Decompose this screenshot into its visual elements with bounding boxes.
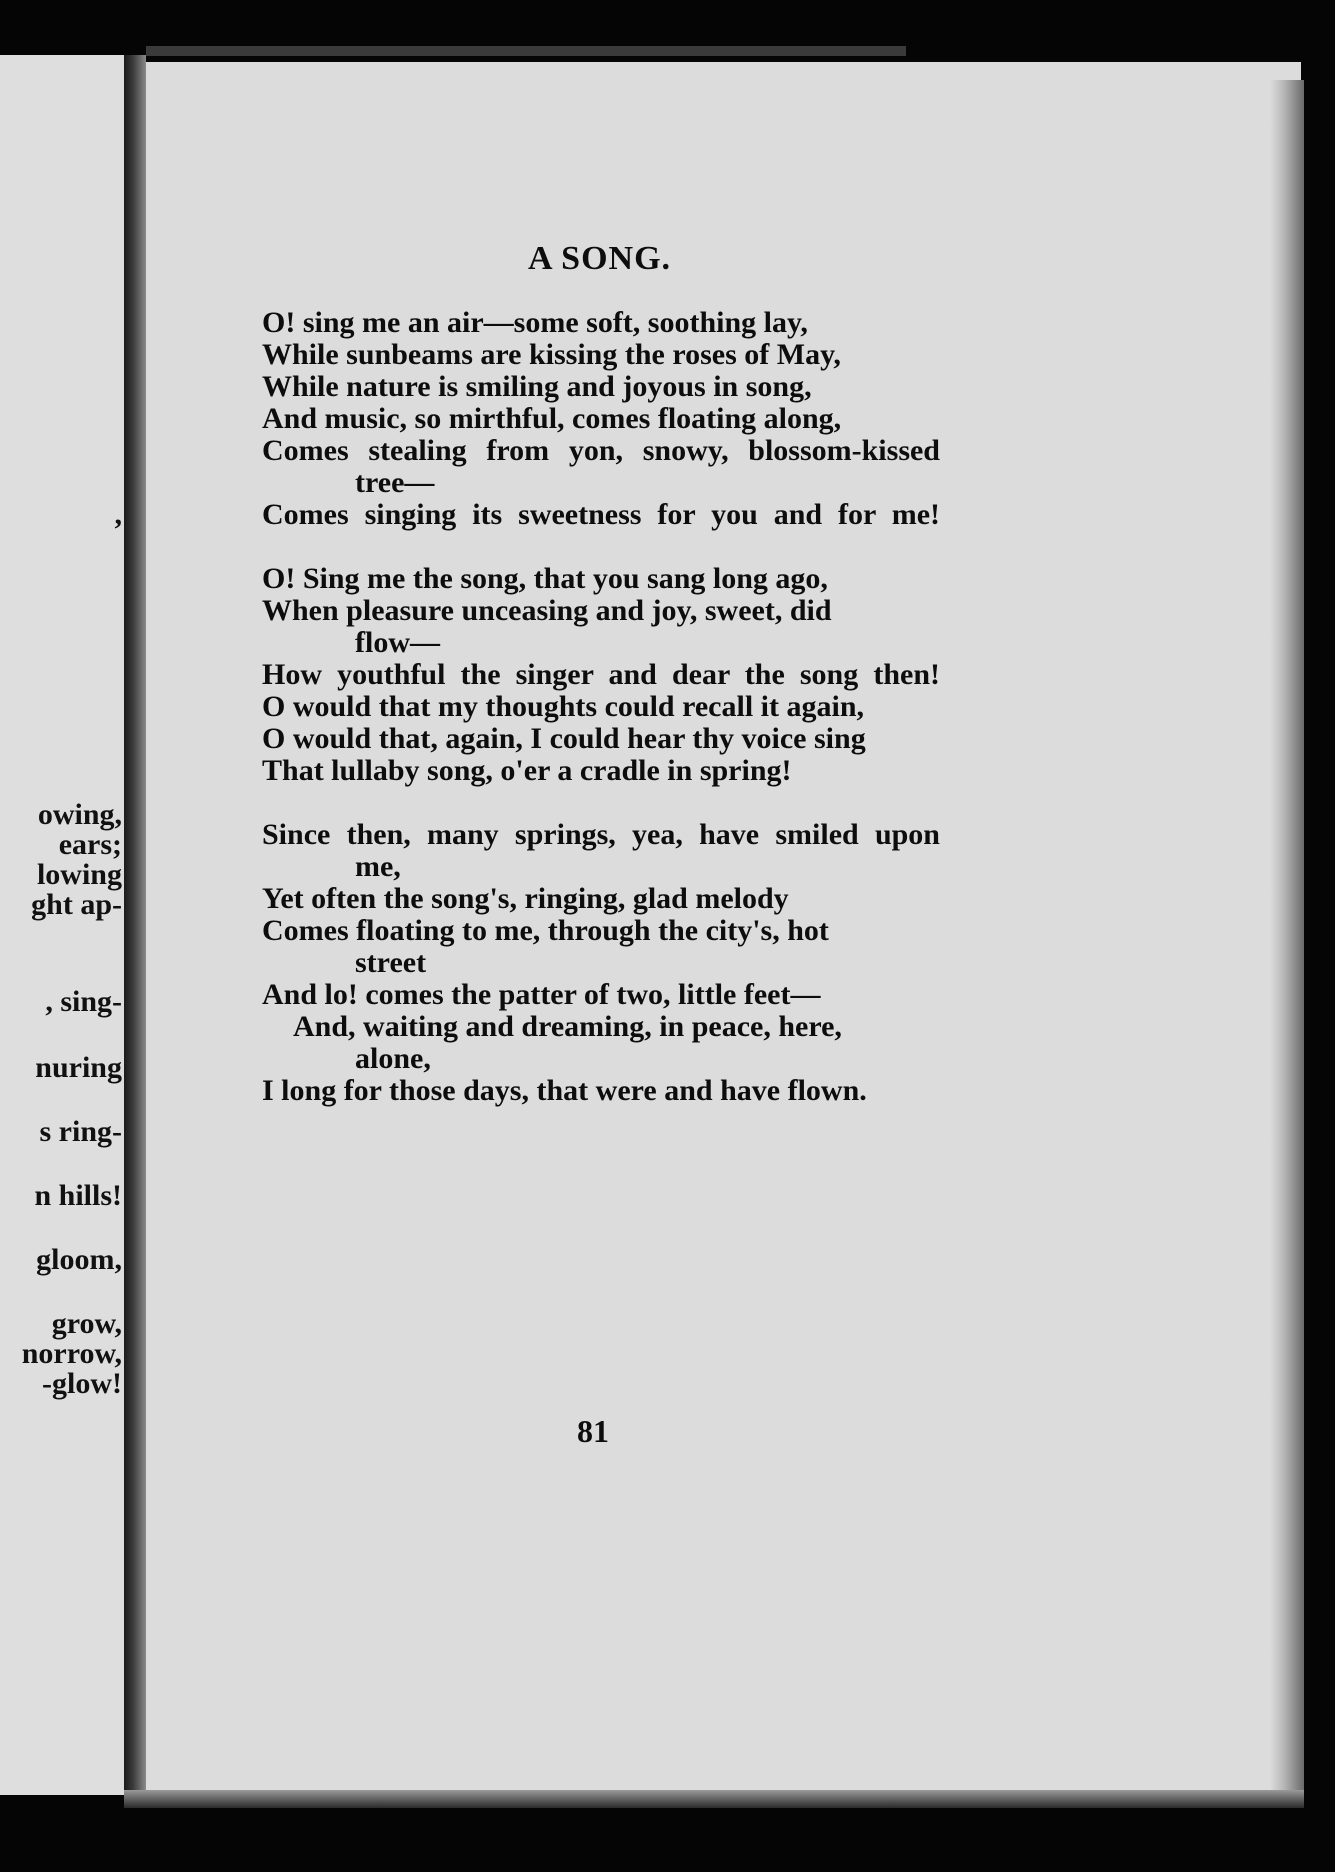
poem-line: When pleasure unceasing and joy, sweet, did: [262, 594, 832, 627]
left-fragment: ght ap-: [31, 888, 122, 921]
left-fragment: ears;: [58, 828, 122, 861]
poem-line: Comes floating to me, through the city's, hot: [262, 914, 829, 947]
poem-line: Yet often the song's, ringing, glad melody: [262, 882, 789, 915]
poem-line: That lullaby song, o'er a cradle in spring!: [262, 754, 792, 787]
left-fragment: norrow,: [21, 1337, 122, 1370]
left-fragment: gloom,: [36, 1243, 122, 1276]
poem-line: O! sing me an air—some soft, soothing lay,: [262, 306, 808, 339]
poem-line: O! Sing me the song, that you sang long ago,: [262, 562, 828, 595]
left-fragment: s ring-: [39, 1115, 122, 1148]
poem-line: And lo! comes the patter of two, little feet—: [262, 978, 821, 1011]
previous-page-fragment: [0, 55, 124, 1795]
left-fragment: ,: [114, 498, 122, 531]
book-gutter: [124, 55, 146, 1795]
right-page-edge: [1270, 80, 1304, 1800]
top-page-edge: [146, 46, 906, 56]
poem-line-indented: And, waiting and dreaming, in peace, here,: [293, 1010, 842, 1043]
page-number: 81: [577, 1413, 609, 1449]
poem-line: How youthful the singer and dear the song then!: [262, 658, 940, 691]
poem-line-turnover: flow—: [355, 626, 440, 659]
left-fragment: , sing-: [45, 985, 122, 1018]
poem-line: Comes stealing from yon, snowy, blossom-kissed: [262, 434, 940, 467]
poem-line: O would that, again, I could hear thy voice sing: [262, 722, 866, 755]
poem-line: While nature is smiling and joyous in song,: [262, 370, 812, 403]
left-fragment: nuring: [35, 1051, 122, 1084]
poem-line: Comes singing its sweetness for you and for me!: [262, 498, 940, 531]
left-fragment: n hills!: [34, 1179, 122, 1212]
poem-line-turnover: tree—: [355, 466, 435, 499]
poem-line: While sunbeams are kissing the roses of May,: [262, 338, 841, 371]
poem-title: A SONG.: [528, 240, 672, 277]
poem-line-turnover: me,: [355, 850, 401, 883]
left-fragment: owing,: [37, 798, 122, 831]
left-fragment: grow,: [51, 1307, 122, 1340]
poem-line: And music, so mirthful, comes floating along,: [262, 402, 842, 435]
poem-line: Since then, many springs, yea, have smiled upon: [262, 818, 940, 851]
left-fragment: lowing: [36, 858, 122, 891]
left-fragment: -glow!: [42, 1367, 122, 1400]
poem-line: I long for those days, that were and have flown.: [262, 1074, 867, 1107]
bottom-page-edge: [124, 1790, 1304, 1808]
poem-line-turnover: alone,: [355, 1042, 431, 1075]
poem-line-turnover: street: [355, 946, 427, 979]
poem-line: O would that my thoughts could recall it again,: [262, 690, 865, 723]
